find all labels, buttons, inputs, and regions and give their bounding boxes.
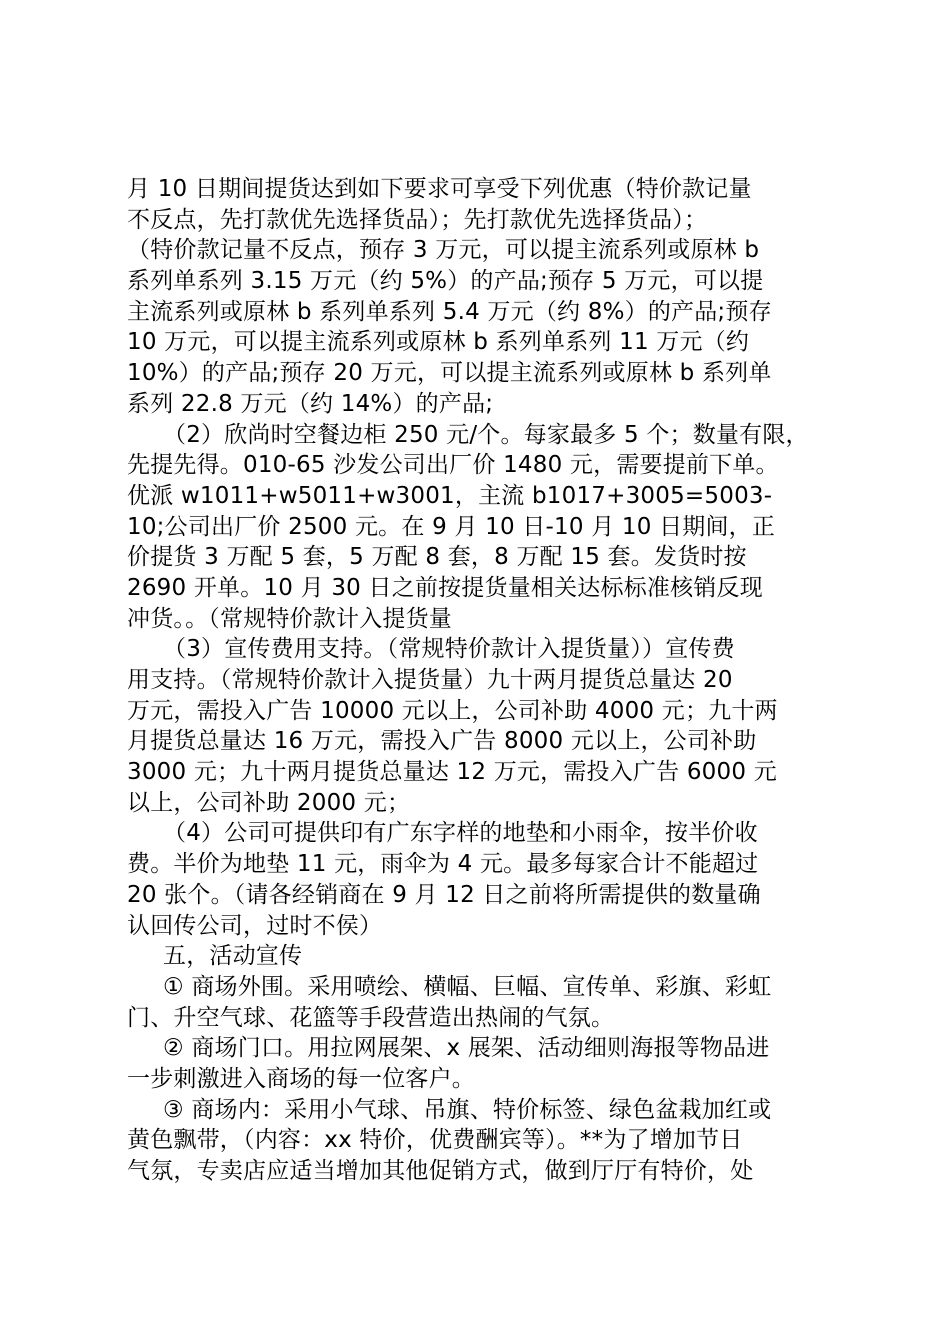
- text-line: 系列单系列 3.15 万元（约 5%）的产品;预存 5 万元，可以提: [127, 268, 764, 295]
- text-line: 认回传公司，过时不侯）: [127, 912, 383, 939]
- text-line: 费。半价为地垫 11 元，雨伞为 4 元。最多每家合计不能超过: [127, 851, 759, 878]
- text-line: 气氛，专卖店应适当增加其他促销方式，做到厅厅有特价，处: [127, 1158, 754, 1184]
- text-line: 主流系列或原林 b 系列单系列 5.4 万元（约 8%）的产品;预存: [127, 298, 772, 325]
- text-line: 黄色飘带，（内容：xx 特价，优费酬宾等）。**为了增加节日: [127, 1127, 743, 1154]
- text-line: 价提货 3 万配 5 套，5 万配 8 套，8 万配 15 套。发货时按: [127, 544, 747, 571]
- text-line: （2）欣尚时空餐边柜 250 元/个。每家最多 5 个；数量有限，: [163, 421, 809, 448]
- text-line: 以上，公司补助 2000 元；: [127, 789, 411, 816]
- text-line: （特价款记量不反点，预存 3 万元，可以提主流系列或原林 b: [127, 237, 760, 264]
- text-line: 月提货总量达 16 万元，需投入广告 8000 元以上，公司补助: [127, 728, 757, 755]
- text-line: 3000 元；九十两月提货总量达 12 万元，需投入广告 6000 元: [127, 759, 777, 786]
- text-line: 20 张个。（请各经销商在 9 月 12 日之前将所需提供的数量确: [127, 881, 761, 908]
- text-line: 系列 22.8 万元（约 14%）的产品;: [127, 390, 494, 417]
- text-line: 万元，需投入广告 10000 元以上，公司补助 4000 元；九十两: [127, 697, 778, 724]
- text-line: 用支持。（常规特价款计入提货量）九十两月提货总量达 20: [127, 667, 733, 693]
- text-line: 一步刺激进入商场的每一位客户。: [127, 1065, 475, 1092]
- text-line: 不反点，先打款优先选择货品）；先打款优先选择货品）；: [127, 206, 708, 233]
- document-body: [127, 174, 867, 1187]
- text-line: 月 10 日期间提货达到如下要求可享受下列优惠（特价款记量: [127, 176, 752, 202]
- text-line: 2690 开单。10 月 30 日之前按提货量相关达标标准核销反现: [127, 574, 763, 601]
- text-line: 10 万元，可以提主流系列或原林 b 系列单系列 11 万元（约: [127, 329, 750, 356]
- text-line: 先提先得。010-65 沙发公司出厂价 1480 元，需要提前下单。: [127, 452, 779, 479]
- text-line: 门、升空气球、花篮等手段营造出热闹的气氛。: [127, 1004, 615, 1031]
- text-line: 五，活动宣传: [163, 943, 303, 970]
- text-line: 10;公司出厂价 2500 元。在 9 月 10 日-10 月 10 日期间，正: [127, 513, 776, 540]
- text-line: ② 商场门口。用拉网展架、x 展架、活动细则海报等物品进: [163, 1035, 770, 1062]
- text-line: （3）宣传费用支持。（常规特价款计入提货量））宣传费: [163, 636, 735, 663]
- text-line: 10%）的产品;预存 20 万元，可以提主流系列或原林 b 系列单: [127, 360, 772, 387]
- text-line: 优派 w1011+w5011+w3001，主流 b1017+3005=5003-: [127, 482, 773, 509]
- text-line: ③ 商场内：采用小气球、吊旗、特价标签、绿色盆栽加红或: [163, 1096, 772, 1123]
- text-line: 冲货。。（常规特价款计入提货量: [127, 605, 452, 632]
- text-line: ① 商场外围。采用喷绘、横幅、巨幅、宣传单、彩旗、彩虹: [163, 973, 772, 1000]
- text-line: （4）公司可提供印有广东字样的地垫和小雨伞，按半价收: [163, 820, 758, 847]
